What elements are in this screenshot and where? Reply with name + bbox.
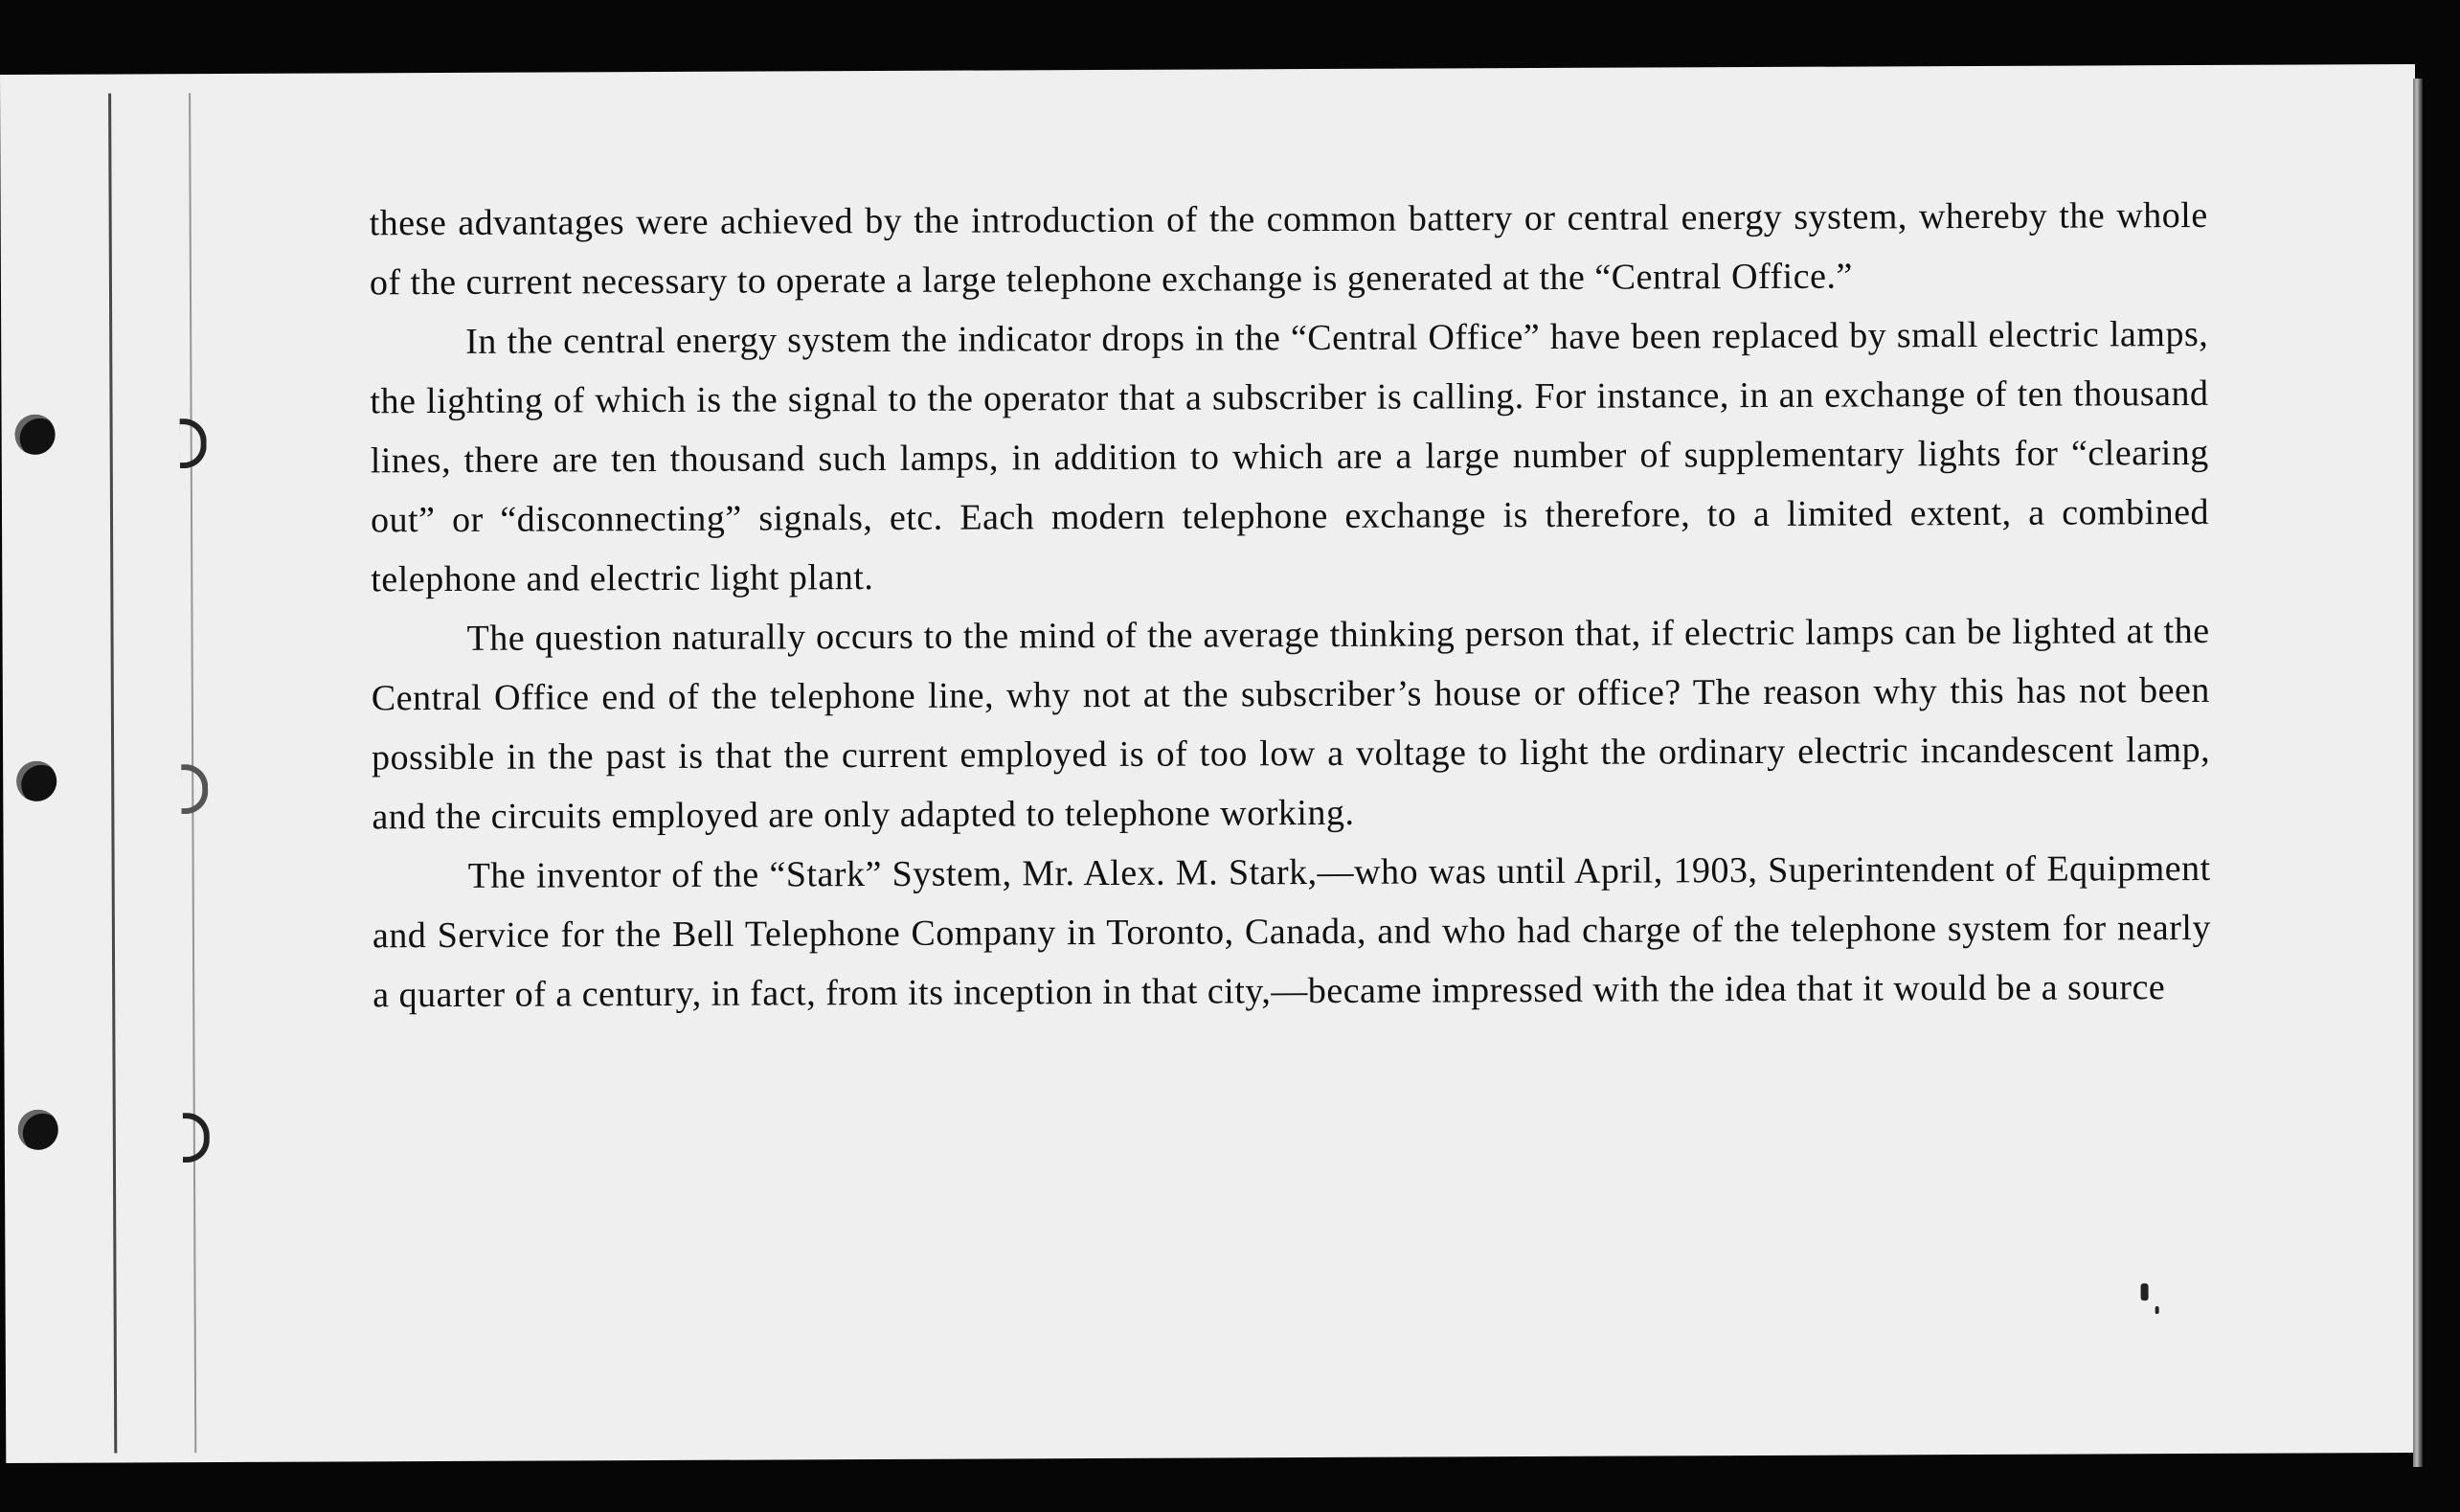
paragraph: The question naturally occurs to the mind of the average thinking person that, if electric lamps can be lighted at the Central Office end of the telephone line, why not at the subscriber’s house or office? The reason why this has not been possible in the past is that the current employed is of too low a voltage to light the ordinary electric incandescent lamp, and the circuits employed are only adapted to telephone working.	[371, 610, 2211, 838]
ink-mark	[2141, 1283, 2149, 1300]
paragraph: The inventor of the “Stark” System, Mr. Alex. M. Stark,—who was until April, 1903, Superintendent of Equipment and Service for the Bell Telephone Company in Toronto, Canada, and who had charge of the telephone system for nearly a quarter of a century, in fact, from its inception in that city,—became impressed with the idea that it would be a source	[372, 847, 2212, 1016]
punch-hole	[16, 761, 56, 801]
punch-hole	[15, 415, 56, 455]
binder-ring	[181, 764, 208, 814]
binding-line	[108, 93, 117, 1453]
paragraph: In the central energy system the indicator drops in the “Central Office” have been replaced by small electric lamps, the lighting of which is the signal to the operator that a subscriber is calling. For instance, in an exchange of ten thousand lines, there are ten thousand such lamps, in addition to which are a large number of supplementary lights for “clearing out” or “disconnecting” signals, etc. Each modern telephone exchange is therefore, to a limited extent, a combined telephone and electric light plant.	[370, 313, 2210, 600]
binder-ring	[180, 418, 207, 468]
binder-ring	[183, 1113, 210, 1162]
ink-mark	[2155, 1306, 2159, 1314]
page-edge	[2413, 79, 2423, 1467]
paragraph: these advantages were achieved by the introduction of the common battery or central energy system, whereby the whole of the current necessary to operate a large telephone exchange is generated at the “Central Office.”	[369, 194, 2208, 304]
document-page	[0, 64, 2421, 1463]
punch-hole	[18, 1110, 58, 1150]
body-text	[370, 186, 2212, 1025]
